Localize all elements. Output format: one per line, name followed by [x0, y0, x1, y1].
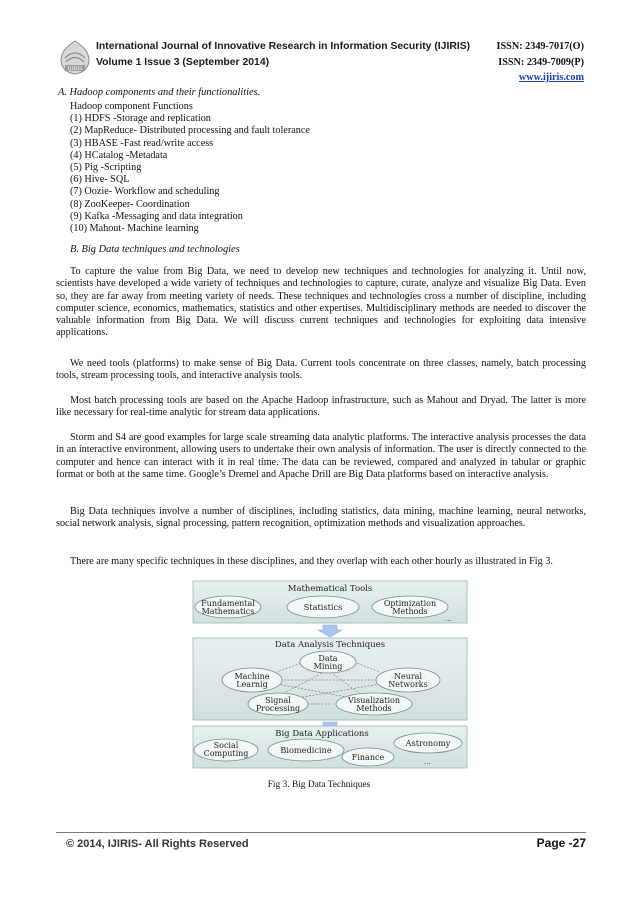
- figure-caption: Fig 3. Big Data Techniques: [267, 780, 371, 790]
- node-label: Methods: [392, 607, 428, 616]
- list-item: (9) Kafka -Messaging and data integration: [70, 210, 243, 222]
- node-label: Statistics: [303, 602, 343, 612]
- node-label: Methods: [356, 704, 392, 713]
- node-label: Social: [213, 741, 239, 750]
- node-label: Computing: [203, 749, 249, 758]
- issn-print: ISSN: 2349-7009(P): [498, 57, 584, 68]
- section-b-heading: B. Big Data techniques and technologies: [70, 244, 240, 255]
- node-label: Machine: [234, 672, 270, 681]
- paragraph: Big Data techniques involve a number of disciplines, including statistics, data mining, machine learning, neural networks, social network analysis, signal processing, pattern recognition, optimization methods and visualization approaches.: [56, 506, 586, 530]
- ellipsis: ...: [445, 615, 452, 623]
- paragraph: Most batch processing tools are based on the Apache Hadoop infrastructure, such as Mahout and Dryad. The latter is more like necessary for real-time analytic for stream data applications.: [56, 395, 586, 419]
- node-label: Optimization: [383, 599, 437, 608]
- node-label: Networks: [388, 680, 428, 689]
- node-label: Signal: [265, 696, 291, 705]
- paragraph: To capture the value from Big Data, we need to develop new techniques and technologies for analyzing it. Until now, scientists have developed a wide variety of techniques and technologies to capture, curate, analyze and visualize Big Data. Even so, they are far away from meeting variety of needs. These techniques and technologies cross a number of discipline, including computer science, economics, mathematics, statistics and other expertises. Multidisciplinary methods are needed to discover the valuable information from Big Data. We will discuss current techniques and technologies for exploiting data intensive applications.: [56, 266, 586, 339]
- node-label: Visualization: [347, 696, 401, 705]
- panel-title: Big Data Applications: [275, 729, 369, 739]
- journal-volume: Volume 1 Issue 3 (September 2014): [96, 57, 270, 68]
- list-item: (2) MapReduce- Distributed processing and fault tolerance: [70, 125, 310, 137]
- panel-title: Mathematical Tools: [287, 584, 373, 594]
- issn-online: ISSN: 2349-7017(O): [496, 41, 584, 52]
- list-item: (7) Oozie- Workflow and scheduling: [70, 186, 220, 198]
- node-label: Finance: [351, 753, 385, 762]
- paragraph: We need tools (platforms) to make sense of Big Data. Current tools concentrate on three classes, namely, batch processing tools, stream processing tools, and interactive analysis tools.: [56, 358, 586, 382]
- node-label: Astronomy: [405, 738, 451, 748]
- node-label: Mathematics: [201, 607, 255, 616]
- list-item: (6) Hive- SQL: [70, 174, 130, 186]
- node-label: Neural: [393, 672, 423, 681]
- big-data-techniques-figure: [192, 580, 468, 770]
- logo-text: IJIRIS: [67, 66, 83, 72]
- paragraph: There are many specific techniques in these disciplines, and they overlap with each other hourly as illustrated in Fig 3.: [70, 556, 553, 567]
- node-label: Learnig: [236, 680, 268, 689]
- copyright-notice: © 2014, IJIRIS- All Rights Reserved: [66, 838, 249, 850]
- list-item: (5) Pig -Scripting: [70, 162, 142, 174]
- panel-title: Data Analysis Techniques: [274, 640, 386, 650]
- hadoop-component-list: [70, 101, 310, 235]
- flow-arrow-icon: [318, 625, 342, 637]
- list-item: (1) HDFS -Storage and replication: [70, 113, 211, 125]
- list-item: (4) HCatalog -Metadata: [70, 149, 168, 161]
- list-intro: Hadoop component Functions: [70, 101, 193, 112]
- list-item: (3) HBASE -Fast read/write access: [70, 137, 214, 149]
- list-item: (10) Mahout- Machine learning: [70, 223, 199, 235]
- journal-logo: [57, 38, 93, 76]
- paragraph: Storm and S4 are good examples for large scale streaming data analytic platforms. The interactive analysis processes the data in an interactive environment, allowing users to undertake their own analysis of information. The user is directly connected to the computer and hence can interact with it in real time. The data can be reviewed, compared and analyzed in tabular or graphic format or both at the same time. Google’s Dremel and Apache Drill are Big Data platforms based on interactive analysis.: [56, 432, 586, 480]
- section-a-heading: A. Hadoop components and their functionalities.: [58, 87, 261, 98]
- page-number: Page -27: [536, 836, 586, 850]
- journal-title: International Journal of Innovative Research in Information Security (IJIRIS): [96, 41, 471, 52]
- node-label: Mining: [313, 662, 343, 671]
- node-label: Processing: [255, 704, 301, 713]
- node-label: Data: [318, 654, 338, 663]
- node-label: Biomedicine: [280, 745, 332, 755]
- list-item: (8) ZooKeeper- Coordination: [70, 198, 190, 210]
- footer-divider: [56, 832, 586, 833]
- ellipsis: ...: [424, 758, 431, 766]
- node-label: Fundamental: [201, 599, 255, 608]
- journal-url-link[interactable]: www.ijiris.com: [518, 72, 584, 83]
